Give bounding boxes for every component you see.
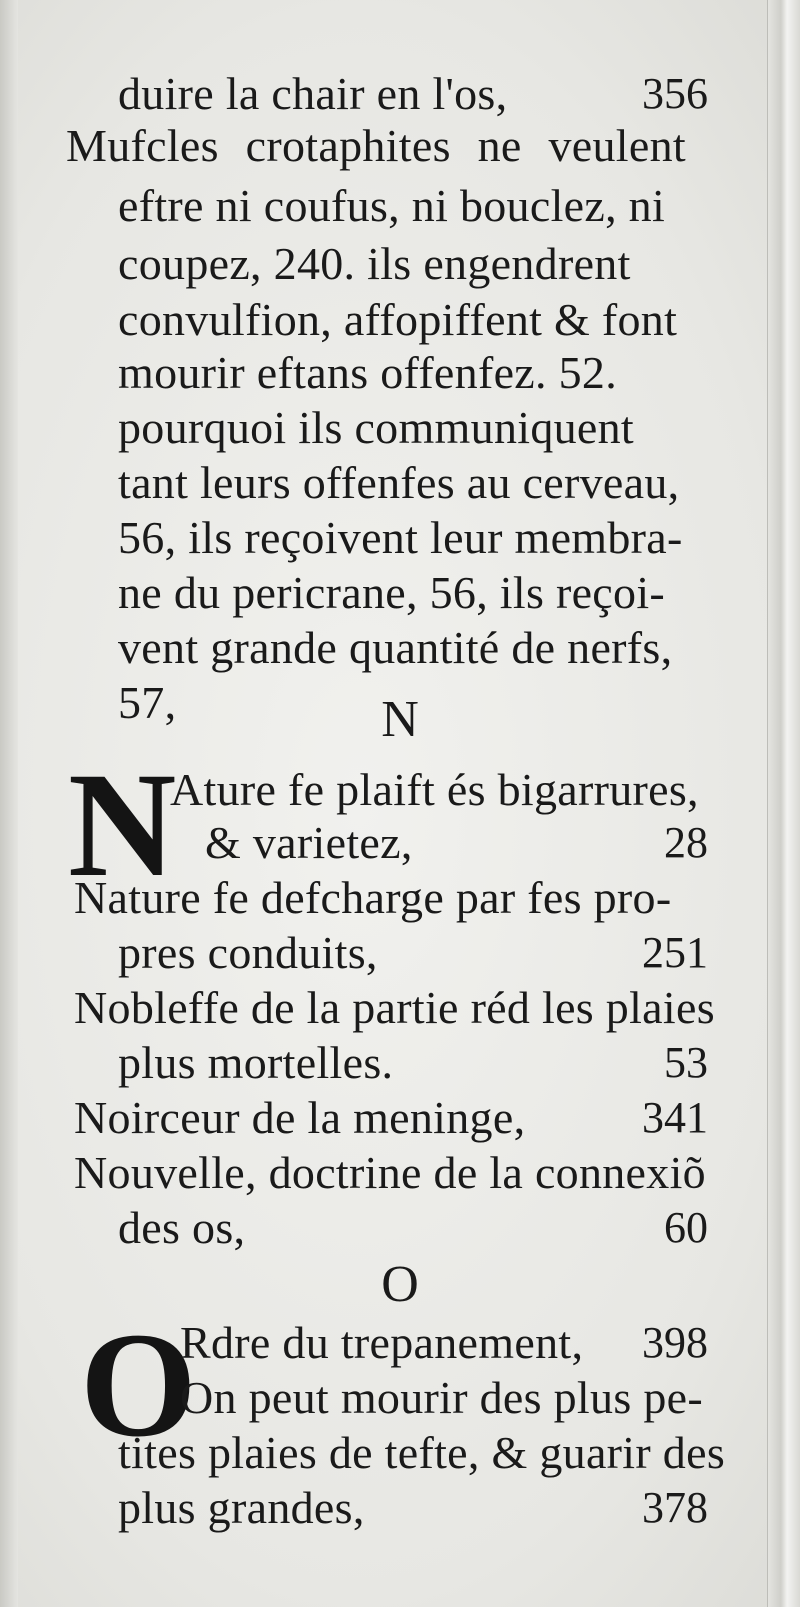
entry-line: coupez, 240. ils engendrent <box>118 238 631 289</box>
entry-line: 56, ils reçoivent leur membra- <box>118 512 683 563</box>
page-number: 398 <box>642 1318 708 1367</box>
entry-line: convulfion, affopiffent & font <box>118 294 678 345</box>
page-number: 28 <box>664 818 708 867</box>
entry-line: Mufcles crotaphites ne veulent <box>66 120 686 171</box>
entry-line: Rdre du trepanement, <box>180 1317 584 1368</box>
section-letter-o: O <box>381 1256 419 1313</box>
page-number: 60 <box>664 1203 708 1252</box>
page-number: 341 <box>642 1093 708 1142</box>
entry-line: Ature fe plaift és bigarrures, <box>170 764 699 815</box>
drop-cap-n: N <box>68 742 177 908</box>
entry-line: & varietez, <box>205 817 413 868</box>
entry-line: plus mortelles. <box>118 1037 394 1088</box>
entry-line: Noirceur de la meninge, <box>74 1092 526 1143</box>
entry-line: On peut mourir des plus pe- <box>180 1372 703 1423</box>
drop-cap-o: O <box>80 1302 197 1468</box>
entry-line: pourquoi ils communiquent <box>118 402 635 453</box>
page-number: 378 <box>642 1483 708 1532</box>
entry-line: eftre ni coufus, ni bouclez, ni <box>118 180 666 231</box>
entry-line: tites plaies de tefte, & guarir des <box>118 1427 726 1478</box>
entry-line: 57, <box>118 677 177 728</box>
entry-line: Nouvelle, doctrine de la connexiõ <box>74 1147 706 1198</box>
entry-line: Nature fe defcharge par fes pro- <box>74 872 672 923</box>
entry-line: duire la chair en l'os, <box>118 68 508 119</box>
page-number: 53 <box>664 1038 708 1087</box>
section-letter-n: N <box>381 691 419 748</box>
entry-line: mourir eftans offenfez. 52. <box>118 347 618 398</box>
entry-line: plus grandes, <box>118 1482 365 1533</box>
entry-line: pres conduits, <box>118 927 378 978</box>
page-number: 251 <box>642 928 708 977</box>
entry-line: vent grande quantité de nerfs, <box>118 622 673 673</box>
entry-line: des os, <box>118 1202 246 1253</box>
entry-line: tant leurs offenfes au cerveau, <box>118 457 680 508</box>
page-number: 356 <box>642 69 708 118</box>
entry-line: ne du pericrane, 56, ils reçoi- <box>118 567 666 618</box>
entry-line: Nobleffe de la partie réd les plaies <box>74 982 715 1033</box>
